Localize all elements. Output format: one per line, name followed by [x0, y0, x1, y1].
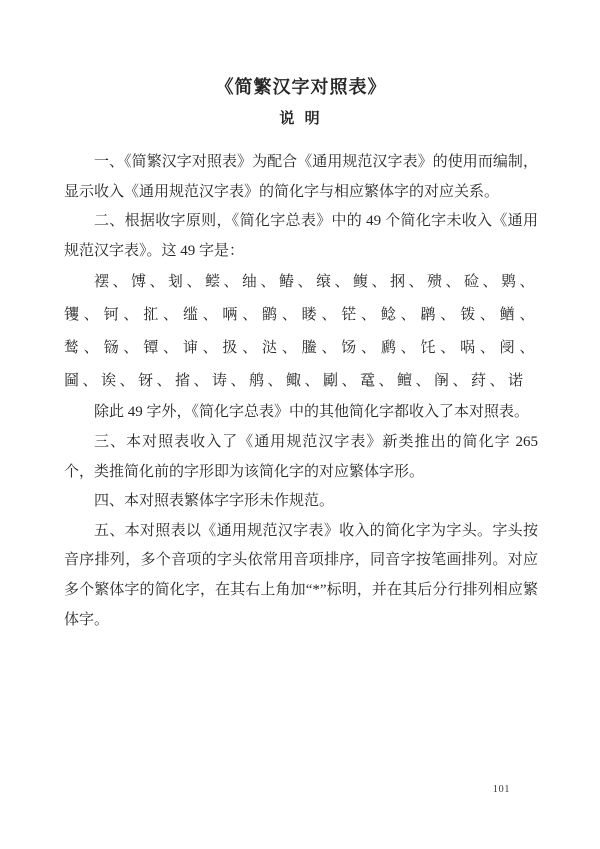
paragraph-3: 除此 49 字外，《简化字总表》中的其他简化字都收入了本对照表。	[94, 404, 530, 421]
document-body	[64, 148, 538, 635]
page-title: 《简繁汉字对照表》	[215, 77, 387, 97]
paragraph-2: 二、根据收字原则，《简化字总表》中的 49 个简化字未收入《通用规范汉字表》。这 49 字是：	[64, 213, 538, 259]
paragraph-5: 四、本对照表繁体字字形未作规范。	[94, 493, 335, 510]
page-number: 101	[492, 784, 510, 795]
paragraph-6: 五、本对照表以《通用规范汉字表》收入的简化字为字头。字头按音序排列，多个音项的字头依常用音项排序，同音字按笔画排列。对应多个繁体字的简化字，在其右上角加“*”标明，并在其后分行排列相应繁体字。	[64, 522, 538, 628]
paragraph-1: 一、《简繁汉字对照表》为配合《通用规范汉字表》的使用而编制，显示收入《通用规范汉字表》的简化字与相应繁体字的对应关系。	[64, 154, 538, 200]
excluded-simplified-char-list: 䙓、馎、刬、鲿、䌷、䲠、缞、鳆、㧏、㱮、硷、䴗、䦆、钶、㧟、䍀、唡、鹠、䁖、铓、鲶、䴙、䥽、䲡、鹙、铴、镡、谉、扱、㳠、䲢、饧、䴘、饦、㖞、阌、圙、诶、䥺、㨘、诪、鸼、鲰、㔉、鼋、鳣、䦶、荮、诺	[64, 274, 539, 390]
paragraph-4: 三、本对照表收入了《通用规范汉字表》新类推出的简化字 265 个，类推简化前的字形即为该简化字的对应繁体字形。	[64, 433, 538, 480]
page-content	[64, 76, 538, 635]
page-subtitle: 说 明	[279, 110, 323, 127]
